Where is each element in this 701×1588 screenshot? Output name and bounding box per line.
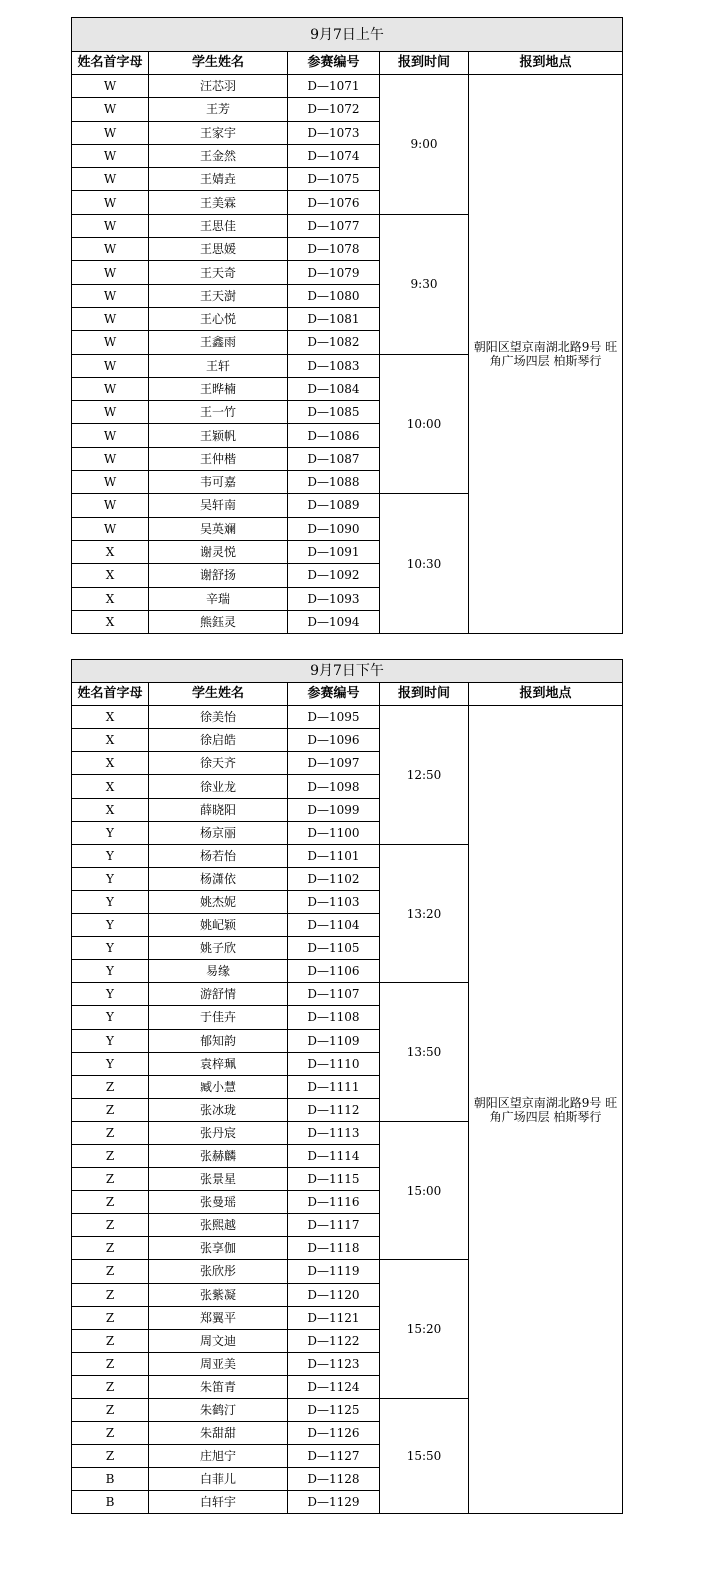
entry-id-cell: D—1115 xyxy=(288,1168,380,1191)
student-name-cell: 王晔楠 xyxy=(149,377,288,400)
student-name-cell: 袁梓珮 xyxy=(149,1052,288,1075)
entry-id-cell: D—1110 xyxy=(288,1052,380,1075)
student-name-cell: 杨潇依 xyxy=(149,867,288,890)
student-name-cell: 王仲楷 xyxy=(149,447,288,470)
title-row xyxy=(72,18,623,52)
initial-cell: Z xyxy=(72,1075,149,1098)
entry-id-cell: D—1116 xyxy=(288,1191,380,1214)
checkin-time-cell: 15:00 xyxy=(380,1121,469,1260)
entry-id-cell: D—1103 xyxy=(288,890,380,913)
student-name-cell: 张赫麟 xyxy=(149,1144,288,1167)
entry-id-cell: D—1106 xyxy=(288,960,380,983)
checkin-time-cell: 15:20 xyxy=(380,1260,469,1399)
initial-cell: X xyxy=(72,706,149,729)
initial-cell: W xyxy=(72,331,149,354)
entry-id-cell: D—1089 xyxy=(288,494,380,517)
initial-cell: Z xyxy=(72,1260,149,1283)
entry-id-cell: D—1120 xyxy=(288,1283,380,1306)
section-title: 9月7日上午 xyxy=(72,18,623,52)
entry-id-cell: D—1126 xyxy=(288,1422,380,1445)
student-name-cell: 姚屺颖 xyxy=(149,914,288,937)
initial-cell: Z xyxy=(72,1121,149,1144)
student-name-cell: 张丹宸 xyxy=(149,1121,288,1144)
initial-cell: Y xyxy=(72,844,149,867)
entry-id-cell: D—1092 xyxy=(288,564,380,587)
entry-id-cell: D—1083 xyxy=(288,354,380,377)
student-name-cell: 汪芯羽 xyxy=(149,75,288,98)
entry-id-cell: D—1117 xyxy=(288,1214,380,1237)
student-name-cell: 徐天齐 xyxy=(149,752,288,775)
student-name-cell: 郁知韵 xyxy=(149,1029,288,1052)
initial-cell: X xyxy=(72,610,149,633)
student-name-cell: 王思佳 xyxy=(149,214,288,237)
initial-cell: Y xyxy=(72,867,149,890)
initial-cell: Z xyxy=(72,1329,149,1352)
header-row xyxy=(72,52,623,75)
initial-cell: X xyxy=(72,564,149,587)
entry-id-cell: D—1104 xyxy=(288,914,380,937)
entry-id-cell: D—1079 xyxy=(288,261,380,284)
initial-cell: Z xyxy=(72,1214,149,1237)
entry-id-cell: D—1086 xyxy=(288,424,380,447)
initial-cell: Y xyxy=(72,821,149,844)
student-name-cell: 徐业龙 xyxy=(149,775,288,798)
initial-cell: W xyxy=(72,471,149,494)
initial-cell: X xyxy=(72,775,149,798)
student-name-cell: 王金然 xyxy=(149,144,288,167)
header-initial: 姓名首字母 xyxy=(72,683,149,706)
initial-cell: X xyxy=(72,729,149,752)
initial-cell: Z xyxy=(72,1191,149,1214)
initial-cell: Z xyxy=(72,1098,149,1121)
initial-cell: Z xyxy=(72,1237,149,1260)
header-time: 报到时间 xyxy=(380,683,469,706)
student-name-cell: 张熙越 xyxy=(149,1214,288,1237)
checkin-time-cell: 10:30 xyxy=(380,494,469,634)
checkin-location-cell: 朝阳区望京南湖北路9号 旺角广场四层 柏斯琴行 xyxy=(469,75,623,634)
initial-cell: Y xyxy=(72,960,149,983)
entry-id-cell: D—1129 xyxy=(288,1491,380,1514)
student-name-cell: 姚杰妮 xyxy=(149,890,288,913)
entry-id-cell: D—1088 xyxy=(288,471,380,494)
entry-id-cell: D—1105 xyxy=(288,937,380,960)
header-location: 报到地点 xyxy=(469,52,623,75)
student-name-cell: 白轩宇 xyxy=(149,1491,288,1514)
checkin-time-cell: 9:30 xyxy=(380,214,469,354)
initial-cell: Z xyxy=(72,1144,149,1167)
title-row xyxy=(72,660,623,683)
checkin-time-cell: 9:00 xyxy=(380,75,469,215)
header-row xyxy=(72,683,623,706)
entry-id-cell: D—1075 xyxy=(288,168,380,191)
afternoon-schedule-table xyxy=(71,659,623,1514)
initial-cell: X xyxy=(72,752,149,775)
student-name-cell: 杨若怡 xyxy=(149,844,288,867)
student-name-cell: 易缘 xyxy=(149,960,288,983)
student-name-cell: 张紫凝 xyxy=(149,1283,288,1306)
student-name-cell: 王家宇 xyxy=(149,121,288,144)
entry-id-cell: D—1085 xyxy=(288,401,380,424)
student-name-cell: 朱甜甜 xyxy=(149,1422,288,1445)
student-name-cell: 王鑫雨 xyxy=(149,331,288,354)
student-name-cell: 庄旭宁 xyxy=(149,1445,288,1468)
student-name-cell: 游舒情 xyxy=(149,983,288,1006)
entry-id-cell: D—1077 xyxy=(288,214,380,237)
initial-cell: X xyxy=(72,587,149,610)
entry-id-cell: D—1109 xyxy=(288,1029,380,1052)
initial-cell: W xyxy=(72,401,149,424)
initial-cell: Y xyxy=(72,1006,149,1029)
table-row xyxy=(72,75,623,98)
student-name-cell: 王天奇 xyxy=(149,261,288,284)
student-name-cell: 韦可嘉 xyxy=(149,471,288,494)
header-time: 报到时间 xyxy=(380,52,469,75)
student-name-cell: 王思媛 xyxy=(149,238,288,261)
student-name-cell: 王一竹 xyxy=(149,401,288,424)
initial-cell: W xyxy=(72,424,149,447)
entry-id-cell: D—1098 xyxy=(288,775,380,798)
student-name-cell: 朱笛青 xyxy=(149,1375,288,1398)
initial-cell: W xyxy=(72,261,149,284)
student-name-cell: 辛瑞 xyxy=(149,587,288,610)
student-name-cell: 吴英斓 xyxy=(149,517,288,540)
initial-cell: X xyxy=(72,540,149,563)
student-name-cell: 张景星 xyxy=(149,1168,288,1191)
initial-cell: B xyxy=(72,1468,149,1491)
initial-cell: Z xyxy=(72,1306,149,1329)
initial-cell: Y xyxy=(72,937,149,960)
header-id: 参赛编号 xyxy=(288,683,380,706)
student-name-cell: 熊鈺灵 xyxy=(149,610,288,633)
header-name: 学生姓名 xyxy=(149,52,288,75)
initial-cell: B xyxy=(72,1491,149,1514)
student-name-cell: 薛晓阳 xyxy=(149,798,288,821)
entry-id-cell: D—1081 xyxy=(288,307,380,330)
student-name-cell: 于佳卉 xyxy=(149,1006,288,1029)
student-name-cell: 臧小慧 xyxy=(149,1075,288,1098)
entry-id-cell: D—1128 xyxy=(288,1468,380,1491)
entry-id-cell: D—1097 xyxy=(288,752,380,775)
entry-id-cell: D—1118 xyxy=(288,1237,380,1260)
entry-id-cell: D—1096 xyxy=(288,729,380,752)
student-name-cell: 郑翼平 xyxy=(149,1306,288,1329)
entry-id-cell: D—1090 xyxy=(288,517,380,540)
initial-cell: Z xyxy=(72,1352,149,1375)
initial-cell: Y xyxy=(72,914,149,937)
entry-id-cell: D—1107 xyxy=(288,983,380,1006)
initial-cell: W xyxy=(72,494,149,517)
checkin-time-cell: 10:00 xyxy=(380,354,469,494)
student-name-cell: 王美霖 xyxy=(149,191,288,214)
initial-cell: Z xyxy=(72,1283,149,1306)
student-name-cell: 徐美怡 xyxy=(149,706,288,729)
student-name-cell: 杨京丽 xyxy=(149,821,288,844)
entry-id-cell: D—1087 xyxy=(288,447,380,470)
entry-id-cell: D—1071 xyxy=(288,75,380,98)
entry-id-cell: D—1111 xyxy=(288,1075,380,1098)
initial-cell: Y xyxy=(72,1029,149,1052)
student-name-cell: 王轩 xyxy=(149,354,288,377)
student-name-cell: 张享伽 xyxy=(149,1237,288,1260)
checkin-time-cell: 13:50 xyxy=(380,983,469,1122)
initial-cell: Y xyxy=(72,983,149,1006)
entry-id-cell: D—1123 xyxy=(288,1352,380,1375)
entry-id-cell: D—1100 xyxy=(288,821,380,844)
student-name-cell: 张冰珑 xyxy=(149,1098,288,1121)
student-name-cell: 谢灵悦 xyxy=(149,540,288,563)
initial-cell: W xyxy=(72,191,149,214)
student-name-cell: 周文迪 xyxy=(149,1329,288,1352)
initial-cell: W xyxy=(72,447,149,470)
initial-cell: W xyxy=(72,121,149,144)
entry-id-cell: D—1073 xyxy=(288,121,380,144)
initial-cell: W xyxy=(72,517,149,540)
initial-cell: Z xyxy=(72,1399,149,1422)
initial-cell: Z xyxy=(72,1445,149,1468)
initial-cell: W xyxy=(72,284,149,307)
entry-id-cell: D—1113 xyxy=(288,1121,380,1144)
entry-id-cell: D—1099 xyxy=(288,798,380,821)
header-location: 报到地点 xyxy=(469,683,623,706)
entry-id-cell: D—1074 xyxy=(288,144,380,167)
table-row xyxy=(72,706,623,729)
entry-id-cell: D—1114 xyxy=(288,1144,380,1167)
initial-cell: Y xyxy=(72,890,149,913)
student-name-cell: 张欣彤 xyxy=(149,1260,288,1283)
entry-id-cell: D—1091 xyxy=(288,540,380,563)
section-title: 9月7日下午 xyxy=(72,660,623,683)
entry-id-cell: D—1084 xyxy=(288,377,380,400)
initial-cell: W xyxy=(72,307,149,330)
entry-id-cell: D—1102 xyxy=(288,867,380,890)
entry-id-cell: D—1072 xyxy=(288,98,380,121)
entry-id-cell: D—1124 xyxy=(288,1375,380,1398)
entry-id-cell: D—1127 xyxy=(288,1445,380,1468)
initial-cell: Z xyxy=(72,1422,149,1445)
initial-cell: W xyxy=(72,354,149,377)
student-name-cell: 周亚美 xyxy=(149,1352,288,1375)
student-name-cell: 王婧垚 xyxy=(149,168,288,191)
entry-id-cell: D—1078 xyxy=(288,238,380,261)
initial-cell: Y xyxy=(72,1052,149,1075)
entry-id-cell: D—1121 xyxy=(288,1306,380,1329)
initial-cell: W xyxy=(72,214,149,237)
initial-cell: W xyxy=(72,238,149,261)
entry-id-cell: D—1082 xyxy=(288,331,380,354)
morning-schedule-table xyxy=(71,17,623,634)
student-name-cell: 王心悦 xyxy=(149,307,288,330)
entry-id-cell: D—1112 xyxy=(288,1098,380,1121)
student-name-cell: 王天澍 xyxy=(149,284,288,307)
header-name: 学生姓名 xyxy=(149,683,288,706)
entry-id-cell: D—1080 xyxy=(288,284,380,307)
checkin-time-cell: 12:50 xyxy=(380,706,469,845)
initial-cell: Z xyxy=(72,1168,149,1191)
entry-id-cell: D—1093 xyxy=(288,587,380,610)
checkin-time-cell: 15:50 xyxy=(380,1399,469,1514)
initial-cell: W xyxy=(72,144,149,167)
initial-cell: W xyxy=(72,377,149,400)
entry-id-cell: D—1119 xyxy=(288,1260,380,1283)
entry-id-cell: D—1122 xyxy=(288,1329,380,1352)
initial-cell: W xyxy=(72,98,149,121)
initial-cell: W xyxy=(72,75,149,98)
checkin-location-cell: 朝阳区望京南湖北路9号 旺角广场四层 柏斯琴行 xyxy=(469,706,623,1514)
entry-id-cell: D—1101 xyxy=(288,844,380,867)
header-initial: 姓名首字母 xyxy=(72,52,149,75)
entry-id-cell: D—1125 xyxy=(288,1399,380,1422)
entry-id-cell: D—1076 xyxy=(288,191,380,214)
student-name-cell: 徐启皓 xyxy=(149,729,288,752)
student-name-cell: 谢舒扬 xyxy=(149,564,288,587)
student-name-cell: 张曼瑶 xyxy=(149,1191,288,1214)
initial-cell: Z xyxy=(72,1375,149,1398)
student-name-cell: 白菲儿 xyxy=(149,1468,288,1491)
entry-id-cell: D—1108 xyxy=(288,1006,380,1029)
student-name-cell: 朱鹤汀 xyxy=(149,1399,288,1422)
entry-id-cell: D—1094 xyxy=(288,610,380,633)
student-name-cell: 王芳 xyxy=(149,98,288,121)
initial-cell: X xyxy=(72,798,149,821)
student-name-cell: 王颖帆 xyxy=(149,424,288,447)
initial-cell: W xyxy=(72,168,149,191)
student-name-cell: 姚子欣 xyxy=(149,937,288,960)
checkin-time-cell: 13:20 xyxy=(380,844,469,983)
header-id: 参赛编号 xyxy=(288,52,380,75)
entry-id-cell: D—1095 xyxy=(288,706,380,729)
student-name-cell: 吴轩南 xyxy=(149,494,288,517)
